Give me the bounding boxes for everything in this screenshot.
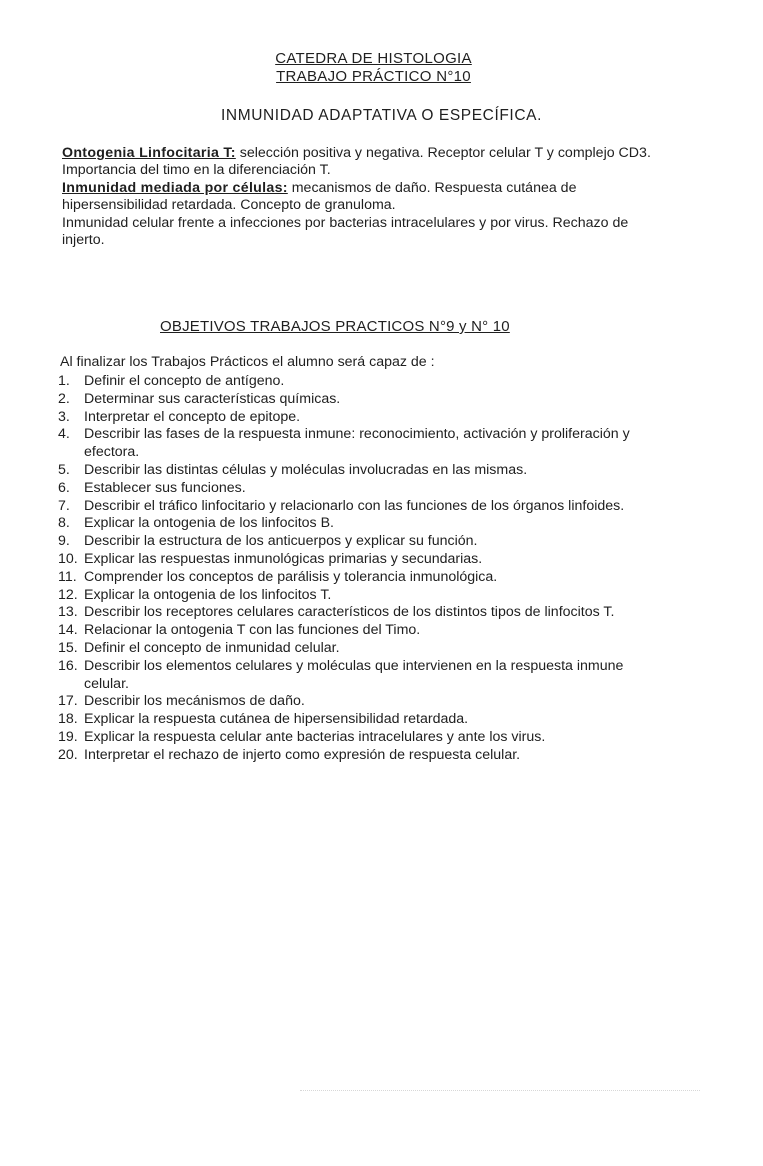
objective-number: 8. (58, 515, 70, 532)
objective-text: Interpretar el rechazo de injerto como expresión de respuesta celular. (84, 746, 521, 763)
objective-number: 1. (58, 373, 70, 389)
objective-text: Interpretar el concepto de epitope. (84, 408, 301, 425)
objective-text: Explicar la respuesta cutánea de hipersensibilidad retardada. (84, 711, 469, 728)
objective-item (58, 747, 658, 765)
objective-text: Describir las distintas células y moléculas involucradas en las mismas. (84, 461, 528, 478)
objective-item (58, 658, 658, 694)
objective-number: 19. (58, 728, 78, 745)
objective-number: 14. (58, 622, 78, 639)
objective-text: Describir los elementos celulares y moléculas que intervienen en la respuesta inmune celular. (84, 657, 624, 692)
objectives-title: OBJETIVOS TRABAJOS PRACTICOS N°9 y N° 10 (160, 318, 510, 335)
objective-item (58, 604, 658, 622)
objective-number: 15. (58, 639, 78, 656)
objective-item (58, 498, 658, 516)
objective-text: Relacionar la ontogenia T con las funciones del Timo. (84, 622, 421, 639)
objective-number: 16. (58, 657, 78, 674)
objective-number: 17. (58, 693, 78, 710)
celular-paragraph: Inmunidad celular frente a infecciones por bacterias intracelulares y por virus. Rechazo de injerto. (62, 214, 629, 249)
objective-number: 2. (58, 390, 70, 407)
objective-item (58, 426, 658, 462)
objective-number: 7. (58, 497, 70, 514)
objective-item (58, 480, 658, 498)
objective-text: Describir el tráfico linfocitario y relacionarlo con las funciones de los órganos linfoides. (84, 497, 625, 514)
ontogenia-label: Ontogenia Linfocitaria T: (62, 145, 236, 161)
objective-number: 6. (58, 479, 70, 496)
ontogenia-text: selección positiva y negativa. Receptor celular T y complejo CD3. Importancia del timo en la diferenciación T. (62, 145, 651, 179)
objective-item (58, 622, 658, 640)
objective-text: Determinar sus características químicas. (84, 390, 341, 407)
objectives-list (58, 373, 658, 765)
objective-item (58, 409, 658, 427)
objective-item (58, 569, 658, 587)
topic-title: INMUNIDAD ADAPTATIVA O ESPECÍFICA. (221, 107, 542, 124)
objective-text: Establecer sus funciones. (84, 479, 246, 496)
objective-item (58, 729, 658, 747)
objective-text: Explicar la ontogenia de los linfocitos B. (84, 515, 334, 532)
objective-item (58, 533, 658, 551)
inmunidad-paragraph (62, 180, 662, 215)
objective-number: 5. (58, 461, 70, 478)
department-title: CATEDRA DE HISTOLOGIA (275, 50, 472, 67)
objective-number: 10. (58, 550, 78, 567)
objective-text: Explicar las respuestas inmunológicas primarias y secundarias. (84, 550, 483, 567)
objective-item (58, 711, 658, 729)
objective-number: 11. (58, 568, 77, 585)
inmunidad-text: mecanismos de daño. Respuesta cutánea de hipersensibilidad retardada. Concepto de granuloma. (62, 179, 577, 214)
objective-number: 4. (58, 426, 70, 443)
objective-text: Describir los mecánismos de daño. (84, 693, 305, 710)
objective-item (58, 462, 658, 480)
objective-text: Comprender los conceptos de parálisis y tolerancia inmunológica. (84, 568, 498, 585)
objective-number: 9. (58, 533, 70, 550)
objective-text: Describir los receptores celulares característicos de los distintos tipos de linfocitos T. (84, 604, 615, 621)
ontogenia-paragraph (62, 145, 662, 180)
inmunidad-label: Inmunidad mediada por células: (62, 179, 288, 196)
objective-number: 13. (58, 604, 78, 621)
objective-number: 12. (58, 586, 78, 603)
scan-noise-line (300, 1090, 700, 1091)
objective-text: Describir las fases de la respuesta inmune: reconocimiento, activación y proliferación y efectora. (84, 426, 630, 461)
objective-item (58, 391, 658, 409)
objective-text: Definir el concepto de antígeno. (84, 373, 285, 389)
objectives-intro: Al finalizar los Trabajos Prácticos el alumno será capaz de : (60, 354, 435, 370)
objective-item (58, 693, 658, 711)
intro-block (62, 145, 662, 249)
objective-number: 20. (58, 746, 78, 763)
objective-item (58, 587, 658, 605)
objective-text: Definir el concepto de inmunidad celular. (84, 639, 340, 656)
objective-number: 18. (58, 711, 78, 728)
objective-text: Explicar la respuesta celular ante bacterias intracelulares y ante los virus. (84, 728, 546, 745)
objective-item (58, 373, 658, 391)
objective-text: Describir la estructura de los anticuerpos y explicar su función. (84, 533, 478, 550)
objective-text: Explicar la ontogenia de los linfocitos T. (84, 586, 332, 603)
objective-item (58, 515, 658, 533)
objective-item (58, 551, 658, 569)
practical-title: TRABAJO PRÁCTICO N°10 (276, 68, 471, 85)
objective-item (58, 640, 658, 658)
objective-number: 3. (58, 408, 70, 425)
